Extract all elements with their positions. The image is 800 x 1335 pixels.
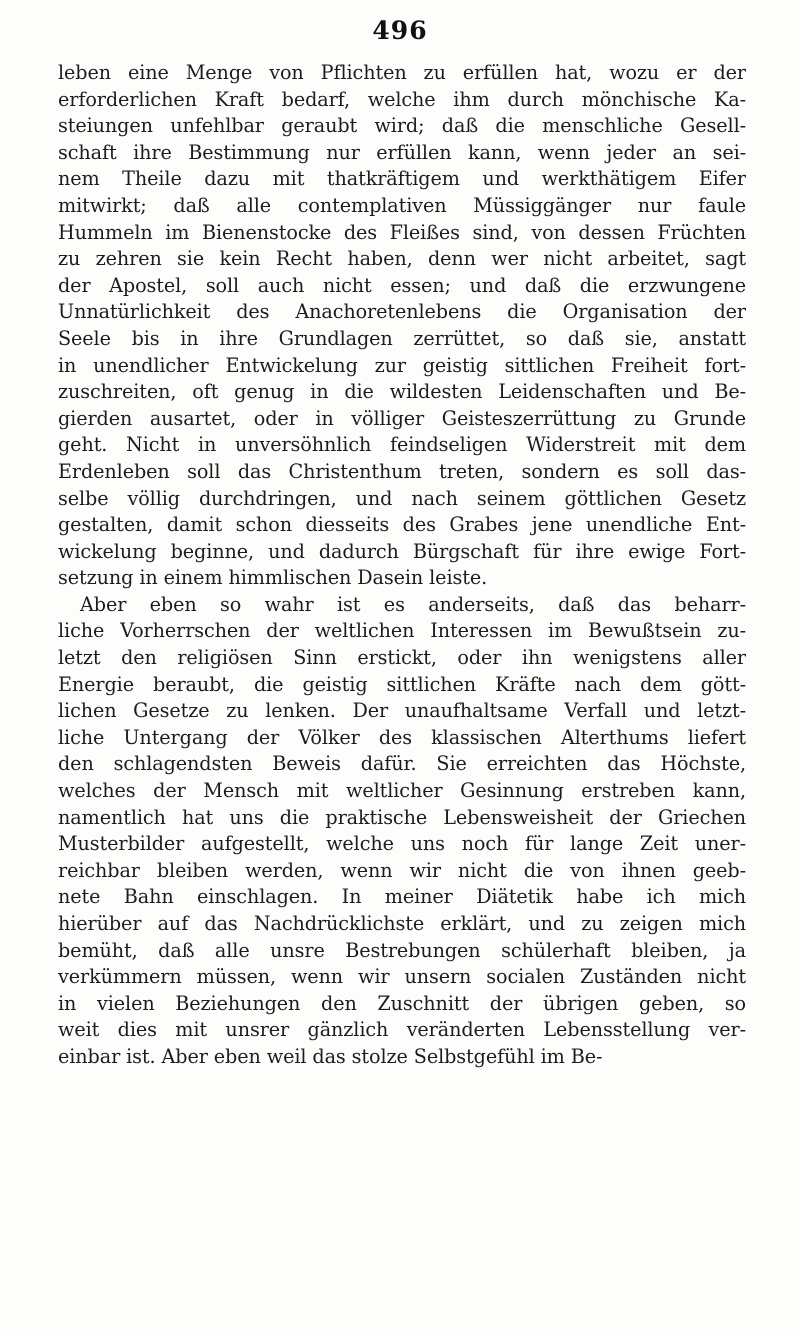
text-line: reichbar bleiben werden, wenn wir nicht die von ihnen geeb- xyxy=(58,858,746,882)
text-line: hierüber auf das Nachdrücklichste erklärt, und zu zeigen mich xyxy=(58,912,746,935)
text-line: liche Vorherrschen der weltlichen Interessen im Bewußtsein zu- xyxy=(58,619,746,643)
text-line: geht. Nicht in unversöhnlich feindseligen Widerstreit mit dem xyxy=(58,433,746,457)
text-line: weit dies mit unsrer gänzlich veränderten Lebensstellung ver- xyxy=(58,1018,746,1042)
body-text xyxy=(58,60,746,1071)
text-line: leben eine Menge von Pflichten zu erfüllen hat, wozu er der xyxy=(58,61,746,84)
text-line: selbe völlig durchdringen, und nach seinem göttlichen Gesetz xyxy=(58,486,746,510)
text-line: Erdenleben soll das Christenthum treten, sondern es soll das- xyxy=(58,459,746,483)
text-line: bemüht, daß alle unsre Bestrebungen schülerhaft bleiben, ja xyxy=(58,938,746,962)
text-line: zu zehren sie kein Recht haben, denn wer nicht arbeitet, sagt xyxy=(58,247,746,271)
text-line: Seele bis in ihre Grundlagen zerrüttet, so daß sie, anstatt xyxy=(58,326,746,350)
text-line: einbar ist. Aber eben weil das stolze Selbstgefühl im Be- xyxy=(58,1044,603,1068)
text-line: wickelung beginne, und dadurch Bürgschaft für ihre ewige Fort- xyxy=(58,539,746,563)
text-line: verkümmern müssen, wenn wir unsern socialen Zuständen nicht xyxy=(58,965,746,989)
text-line: Musterbilder aufgestellt, welche uns noch für lange Zeit uner- xyxy=(58,832,746,856)
text-line: setzung in einem himmlischen Dasein leiste. xyxy=(58,566,488,590)
text-line: gierden ausartet, oder in völliger Geisteszerrüttung zu Grunde xyxy=(58,406,746,430)
text-line: lichen Gesetze zu lenken. Der unaufhaltsame Verfall und letzt- xyxy=(58,699,746,723)
text-line: nem Theile dazu mit thatkräftigem und werkthätigem Eifer xyxy=(58,167,746,191)
text-line: zuschreiten, oft genug in die wildesten Leidenschaften und Be- xyxy=(58,380,746,404)
text-line: letzt den religiösen Sinn erstickt, oder ihn wenigstens aller xyxy=(58,646,746,670)
text-line: Hummeln im Bienenstocke des Fleißes sind, von dessen Früchten xyxy=(58,220,746,244)
text-line: mitwirkt; daß alle contemplativen Müssiggänger nur faule xyxy=(58,193,746,217)
text-line: Energie beraubt, die geistig sittlichen Kräfte nach dem gött- xyxy=(58,672,746,696)
text-line: der Apostel, soll auch nicht essen; und daß die erzwungene xyxy=(58,273,746,297)
page-number: 496 xyxy=(372,16,428,45)
text-line: Aber eben so wahr ist es anderseits, daß das beharr- xyxy=(80,592,746,616)
text-line: liche Untergang der Völker des klassischen Alterthums liefert xyxy=(58,725,746,749)
text-line: Unnatürlichkeit des Anachoretenlebens die Organisation der xyxy=(58,300,746,324)
text-line: steiungen unfehlbar geraubt wird; daß die menschliche Gesell- xyxy=(58,114,746,138)
text-line: nete Bahn einschlagen. In meiner Diätetik habe ich mich xyxy=(58,885,746,909)
text-line: gestalten, damit schon diesseits des Grabes jene unendliche Ent- xyxy=(58,513,746,537)
text-line: in vielen Beziehungen den Zuschnitt der übrigen geben, so xyxy=(58,991,746,1015)
text-line: namentlich hat uns die praktische Lebensweisheit der Griechen xyxy=(58,805,746,829)
text-line: den schlagendsten Beweis dafür. Sie erreichten das Höchste, xyxy=(58,752,746,776)
text-line: schaft ihre Bestimmung nur erfüllen kann, wenn jeder an sei- xyxy=(58,140,746,164)
text-line: in unendlicher Entwickelung zur geistig sittlichen Freiheit fort- xyxy=(58,353,746,377)
text-line: erforderlichen Kraft bedarf, welche ihm durch mönchische Ka- xyxy=(58,87,746,111)
text-line: welches der Mensch mit weltlicher Gesinnung erstreben kann, xyxy=(58,779,746,803)
